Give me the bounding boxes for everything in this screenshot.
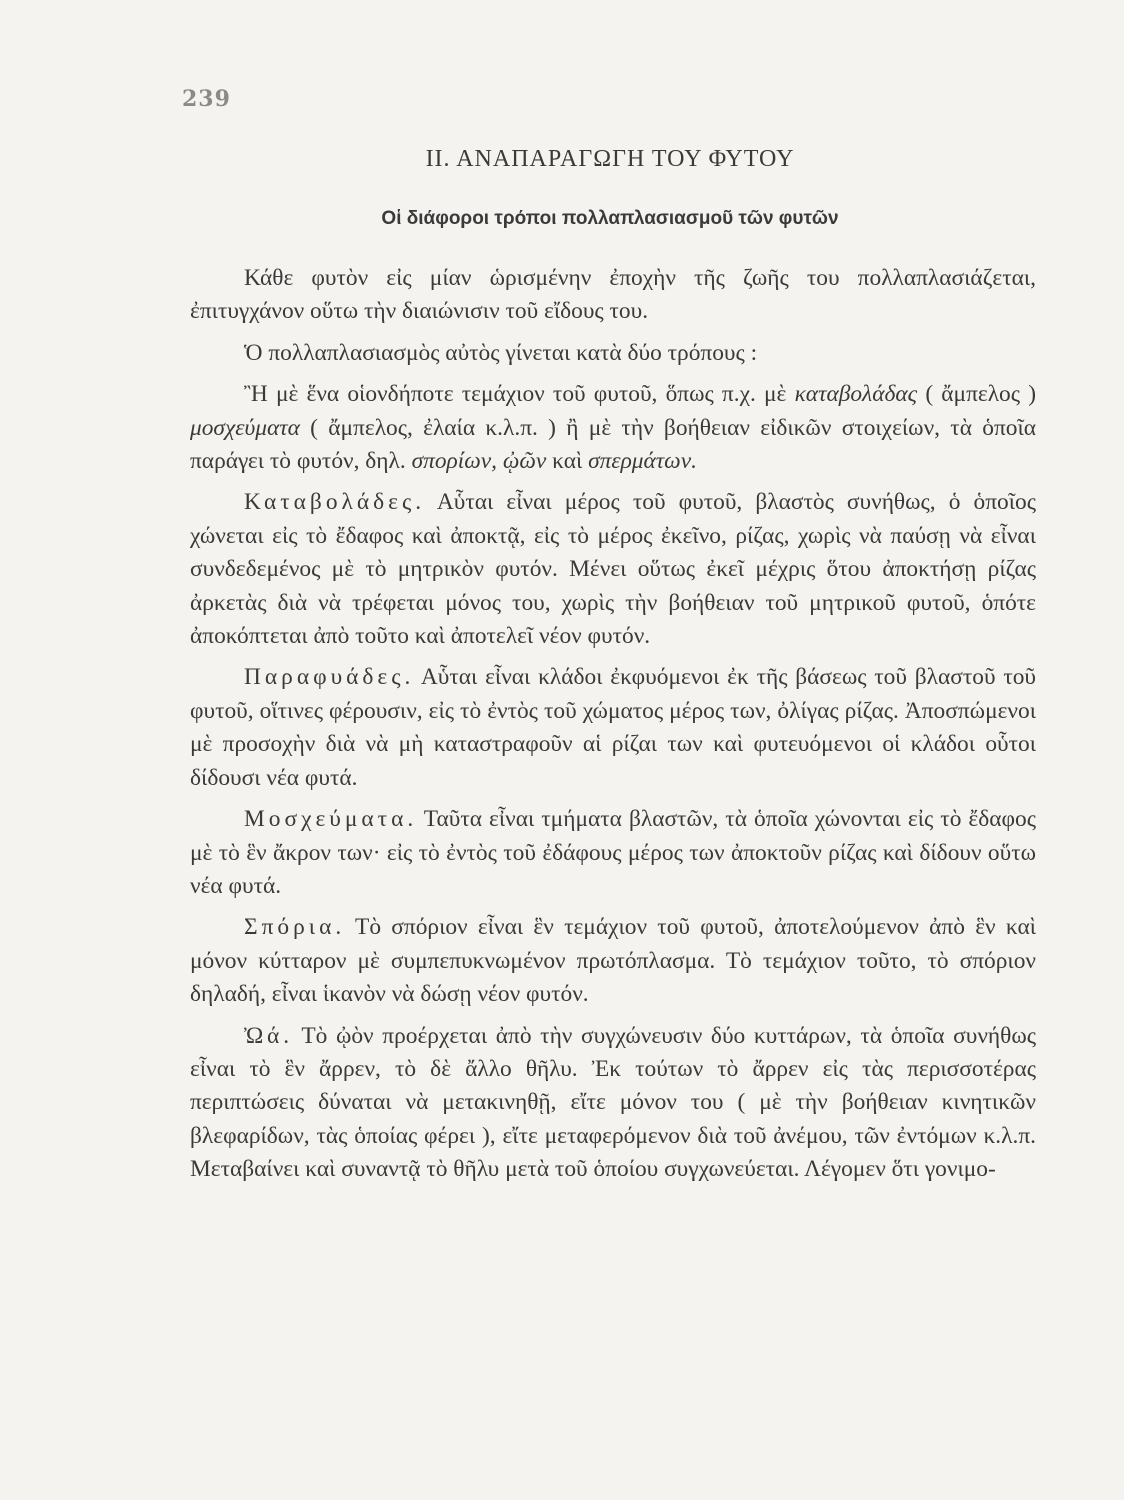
term-sporia-oa-italic: σπορίων, ᾠῶν bbox=[411, 448, 547, 475]
term-katavolades: Καταβολάδες. bbox=[244, 489, 426, 516]
page-number: 239 bbox=[182, 86, 231, 112]
term-parafyades: Παραφυάδες. bbox=[244, 664, 415, 691]
paragraph-oa bbox=[190, 1020, 1036, 1187]
parafyades-text: Αὗται εἶναι κλάδοι ἐκφυόμενοι ἐκ τῆς βάσεως τοῦ βλαστοῦ τοῦ φυτοῦ, οἵτινες φέρουσιν, εἰς τὸ ἐντὸς τοῦ χώματος μέρος των, ὀλίγας ρίζας. Ἀποσπώμενοι μὲ προσοχὴν διὰ νὰ μὴ καταστραφοῦν αἱ ρίζαι των καὶ φυτευόμενοι οἱ κλάδοι οὗτοι δίδουσι νέα φυτά. bbox=[190, 664, 1036, 791]
term-moschevmata: Μοσχεύματα. bbox=[244, 806, 418, 833]
paragraph-methods bbox=[190, 378, 1036, 478]
methods-text-c: ( ἄμπελος ) bbox=[917, 381, 1036, 408]
methods-text-e: ( ἄμπελος, ἐλαία κ.λ.π. ) ἢ μὲ τὴν βοήθειαν εἰδικῶν στοιχείων, τὰ ὁποῖα παράγει τὸ φυτόν, δηλ. bbox=[190, 414, 1036, 475]
moschevmata-text: Ταῦτα εἶναι τμήματα βλαστῶν, τὰ ὁποῖα χώνονται εἰς τὸ ἔδαφος μὲ τὸ ἓν ἄκρον των· εἰς τὸ ἐντὸς τοῦ ἐδάφους μέρος των ἀποκτοῦν ρίζας καὶ δίδουν οὕτω νέα φυτά. bbox=[190, 806, 1036, 899]
methods-text-g: καὶ bbox=[546, 448, 589, 475]
term-moschevmata-italic: μοσχεύματα bbox=[190, 414, 300, 441]
paragraph-two-ways: Ὁ πολλαπλασιασμὸς αὐτὸς γίνεται κατὰ δύο τρόπους : bbox=[244, 339, 758, 366]
paragraph-intro: Κάθε φυτὸν εἰς μίαν ὡρισμένην ἐποχὴν τῆς ζωῆς του πολλαπλασιάζεται, ἐπιτυγχάνον οὕτω τὴν διαιώνισιν τοῦ εἴδους του. bbox=[190, 265, 1036, 325]
term-sporia: Σπόρια. bbox=[244, 914, 346, 941]
paragraph-katavolades bbox=[190, 486, 1036, 653]
paragraph-parafyades bbox=[190, 661, 1036, 795]
methods-text-a: Ἢ μὲ ἕνα οἱονδήποτε τεμάχιον τοῦ φυτοῦ, ὅπως π.χ. μὲ bbox=[244, 381, 795, 408]
body-text bbox=[190, 262, 1036, 1195]
paragraph-sporia bbox=[190, 911, 1036, 1011]
katavolades-text: Αὗται εἶναι μέρος τοῦ φυτοῦ, βλαστὸς συνήθως, ὁ ὁποῖος χώνεται εἰς τὸ ἔδαφος καὶ ἀποκτᾷ, εἰς τὸ μέρος ἐκεῖνο, ρίζας, χωρὶς νὰ παύσῃ νὰ εἶναι συνδεδεμένος μὲ τὸ μητρικὸν φυτόν. Μένει οὕτως ἐκεῖ μέχρις ὅτου ἀποκτήσῃ ρίζας ἀρκετὰς διὰ νὰ τρέφεται μόνος του, χωρὶς τὴν βοήθειαν τοῦ μητρικοῦ φυτοῦ, ὁπότε ἀποκόπτεται ἀπὸ τοῦτο καὶ ἀποτελεῖ νέον φυτόν. bbox=[190, 489, 1036, 650]
term-spermata-italic: σπερμάτων. bbox=[588, 448, 697, 475]
term-oa: Ὠά. bbox=[244, 1022, 294, 1049]
term-katavolades-italic: καταβολάδας bbox=[794, 381, 918, 408]
paragraph-moschevmata bbox=[190, 803, 1036, 903]
oa-text: Τὸ ᾠὸν προέρχεται ἀπὸ τὴν συγχώνευσιν δύο κυττάρων, τὰ ὁποῖα συνήθως εἶναι τὸ ἓν ἄρρεν, τὸ δὲ ἄλλο θῆλυ. Ἐκ τούτων τὸ ἄρρεν εἰς τὰς περισσοτέρας περιπτώσεις δύναται νὰ μετακινηθῇ, εἴτε μόνον του ( μὲ τὴν βοήθειαν κινητικῶν βλεφαρίδων, τὰς ὁποίας φέρει ), εἴτε μεταφερόμενον διὰ τοῦ ἀνέμου, τῶν ἐντόμων κ.λ.π. Μεταβαίνει καὶ συναντᾷ τὸ θῆλυ μετὰ τοῦ ὁποίου συγχωνεύεται. Λέγομεν ὅτι γονιμο- bbox=[190, 1022, 1036, 1183]
section-title: Οἱ διάφοροι τρόποι πολλαπλασιασμοῦ τῶν φυτῶν bbox=[381, 208, 839, 229]
sporia-text: Τὸ σπόριον εἶναι ἓν τεμάχιον τοῦ φυτοῦ, ἀποτελούμενον ἀπὸ ἓν καὶ μόνον κύτταρον μὲ συμπεπυκνωμένον πρωτόπλασμα. Τὸ τεμάχιον τοῦτο, τὸ σπόριον δηλαδή, εἶναι ἱκανὸν νὰ δώσῃ νέον φυτόν. bbox=[190, 914, 1036, 1008]
chapter-title: ΙΙ. ΑΝΑΠΑΡΑΓΩΓΗ ΤΟΥ ΦΥΤΟΥ bbox=[425, 146, 795, 172]
